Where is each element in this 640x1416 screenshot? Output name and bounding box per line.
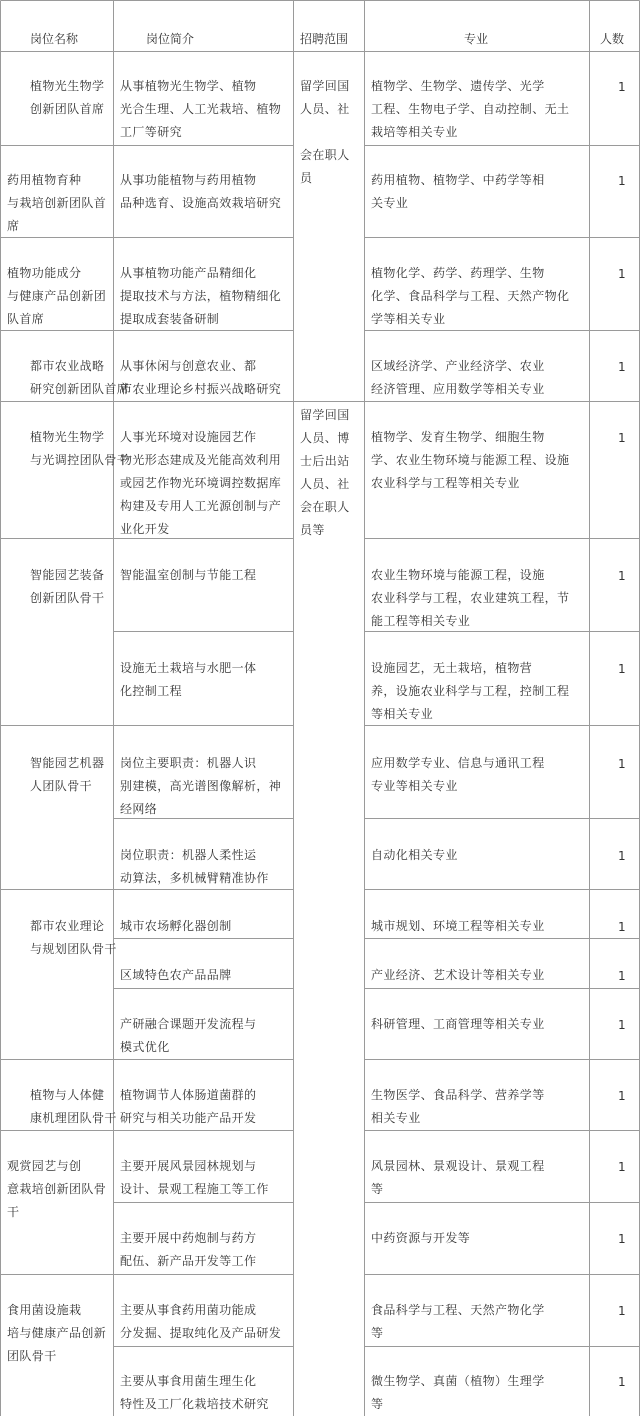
position-intro: 设施无土栽培与水肥一体 化控制工程 bbox=[120, 661, 257, 698]
major-requirement: 植物学、生物学、遗传学、光学 工程、生物电子学、自动控制、无土 栽培等相关专业 bbox=[371, 79, 570, 139]
position-name: 智能园艺装备 创新团队骨干 bbox=[30, 568, 105, 605]
position-intro: 从事植物光生物学、植物 光合生理、人工光栽培、植物 工厂等研究 bbox=[120, 79, 282, 139]
major-requirement: 产业经济、艺术设计等相关专业 bbox=[371, 968, 545, 982]
major-requirement: 自动化相关专业 bbox=[371, 848, 458, 862]
position-intro: 主要从事食药用菌功能成 分发掘、提取纯化及产品研发 bbox=[120, 1303, 282, 1340]
position-intro: 主要开展风景园林规划与 设计、景观工程施工等工作 bbox=[120, 1159, 269, 1196]
position-intro: 区域特色农产品品牌 bbox=[120, 968, 232, 982]
headcount: 1 bbox=[618, 969, 626, 983]
major-requirement: 微生物学、真菌（植物）生理学 等 bbox=[371, 1374, 545, 1411]
major-requirement: 区域经济学、产业经济学、农业 经济管理、应用数学等相关专业 bbox=[371, 359, 545, 396]
headcount: 1 bbox=[618, 174, 626, 188]
headcount: 1 bbox=[618, 360, 626, 374]
position-intro: 从事功能植物与药用植物 品种选育、设施高效栽培研究 bbox=[120, 173, 282, 210]
headcount: 1 bbox=[618, 1375, 626, 1389]
major-requirement: 中药资源与开发等 bbox=[371, 1231, 471, 1245]
major-requirement: 农业生物环境与能源工程，设施 农业科学与工程，农业建筑工程，节 能工程等相关专业 bbox=[371, 568, 570, 628]
recruit-scope-group-2: 留学回国 人员、博 士后出站 人员、社 会在职人 员等 bbox=[300, 408, 350, 537]
position-intro: 主要从事食用菌生理生化 特性及工厂化栽培技术研究 bbox=[120, 1374, 269, 1411]
major-requirement: 植物化学、药学、药理学、生物 化学、食品科学与工程、天然产物化 学等相关专业 bbox=[371, 266, 570, 326]
major-requirement: 风景园林、景观设计、景观工程 等 bbox=[371, 1159, 545, 1196]
position-intro: 城市农场孵化器创制 bbox=[120, 919, 232, 933]
major-requirement: 食品科学与工程、天然产物化学 等 bbox=[371, 1303, 545, 1340]
headcount: 1 bbox=[618, 757, 626, 771]
major-requirement: 城市规划、环境工程等相关专业 bbox=[371, 919, 545, 933]
position-intro: 从事植物功能产品精细化 提取技术与方法，植物精细化 提取成套装备研制 bbox=[120, 266, 282, 326]
header-major: 专业 bbox=[464, 32, 489, 46]
position-name: 植物与人体健 康机理团队骨干 bbox=[30, 1088, 117, 1125]
major-requirement: 生物医学、食品科学、营养学等 相关专业 bbox=[371, 1088, 545, 1125]
position-intro: 岗位主要职责：机器人识 别建模，高光谱图像解析，神 经网络 bbox=[120, 756, 282, 816]
position-name: 植物光生物学 创新团队首席 bbox=[30, 79, 105, 116]
position-name: 植物功能成分 与健康产品创新团 队首席 bbox=[7, 266, 107, 326]
position-intro: 岗位职责：机器人柔性运 动算法，多机械臂精准协作 bbox=[120, 848, 269, 885]
headcount: 1 bbox=[618, 80, 626, 94]
position-intro: 产研融合课题开发流程与 模式优化 bbox=[120, 1017, 257, 1054]
major-requirement: 应用数学专业、信息与通讯工程 专业等相关专业 bbox=[371, 756, 545, 793]
headcount: 1 bbox=[618, 849, 626, 863]
position-intro: 主要开展中药炮制与药方 配伍、新产品开发等工作 bbox=[120, 1231, 257, 1268]
headcount: 1 bbox=[618, 662, 626, 676]
headcount: 1 bbox=[618, 267, 626, 281]
position-name: 观赏园艺与创 意栽培创新团队骨 干 bbox=[7, 1159, 107, 1219]
headcount: 1 bbox=[618, 569, 626, 583]
headcount: 1 bbox=[618, 1304, 626, 1318]
position-name: 食用菌设施栽 培与健康产品创新 团队骨干 bbox=[7, 1303, 107, 1363]
header-position-name: 岗位名称 bbox=[30, 32, 79, 46]
header-recruit-scope: 招聘范围 bbox=[300, 32, 349, 46]
headcount: 1 bbox=[618, 431, 626, 445]
position-intro: 智能温室创制与节能工程 bbox=[120, 568, 257, 582]
headcount: 1 bbox=[618, 1232, 626, 1246]
major-requirement: 科研管理、工商管理等相关专业 bbox=[371, 1017, 545, 1031]
headcount: 1 bbox=[618, 1160, 626, 1174]
position-name: 都市农业理论 与规划团队骨干 bbox=[30, 919, 117, 956]
major-requirement: 药用植物、植物学、中药学等相 关专业 bbox=[371, 173, 545, 210]
position-intro: 植物调节人体肠道菌群的 研究与相关功能产品开发 bbox=[120, 1088, 257, 1125]
major-requirement: 设施园艺，无土栽培，植物营 养，设施农业科学与工程，控制工程 等相关专业 bbox=[371, 661, 570, 721]
recruit-scope-group-1: 留学回国 人员、社 会在职人 员 bbox=[300, 79, 350, 185]
major-requirement: 植物学、发育生物学、细胞生物 学、农业生物环境与能源工程、设施 农业科学与工程等相关专业 bbox=[371, 430, 570, 490]
position-name: 智能园艺机器 人团队骨干 bbox=[30, 756, 105, 793]
headcount: 1 bbox=[618, 920, 626, 934]
position-name: 都市农业战略 研究创新团队首席 bbox=[30, 359, 130, 396]
position-intro: 人事光环境对设施园艺作 物光形态建成及光能高效利用 或园艺作物光环境调控数据库 构建及专用人工光源创制与产 业化开发 bbox=[120, 430, 282, 536]
position-intro: 从事休闲与创意农业、都 市农业理论乡村振兴战略研究 bbox=[120, 359, 282, 396]
position-name: 植物光生物学 与光调控团队骨干 bbox=[30, 430, 130, 467]
position-name: 药用植物育种 与栽培创新团队首 席 bbox=[7, 173, 107, 233]
header-count: 人数 bbox=[600, 32, 625, 46]
headcount: 1 bbox=[618, 1089, 626, 1103]
header-position-intro: 岗位简介 bbox=[146, 32, 195, 46]
headcount: 1 bbox=[618, 1018, 626, 1032]
